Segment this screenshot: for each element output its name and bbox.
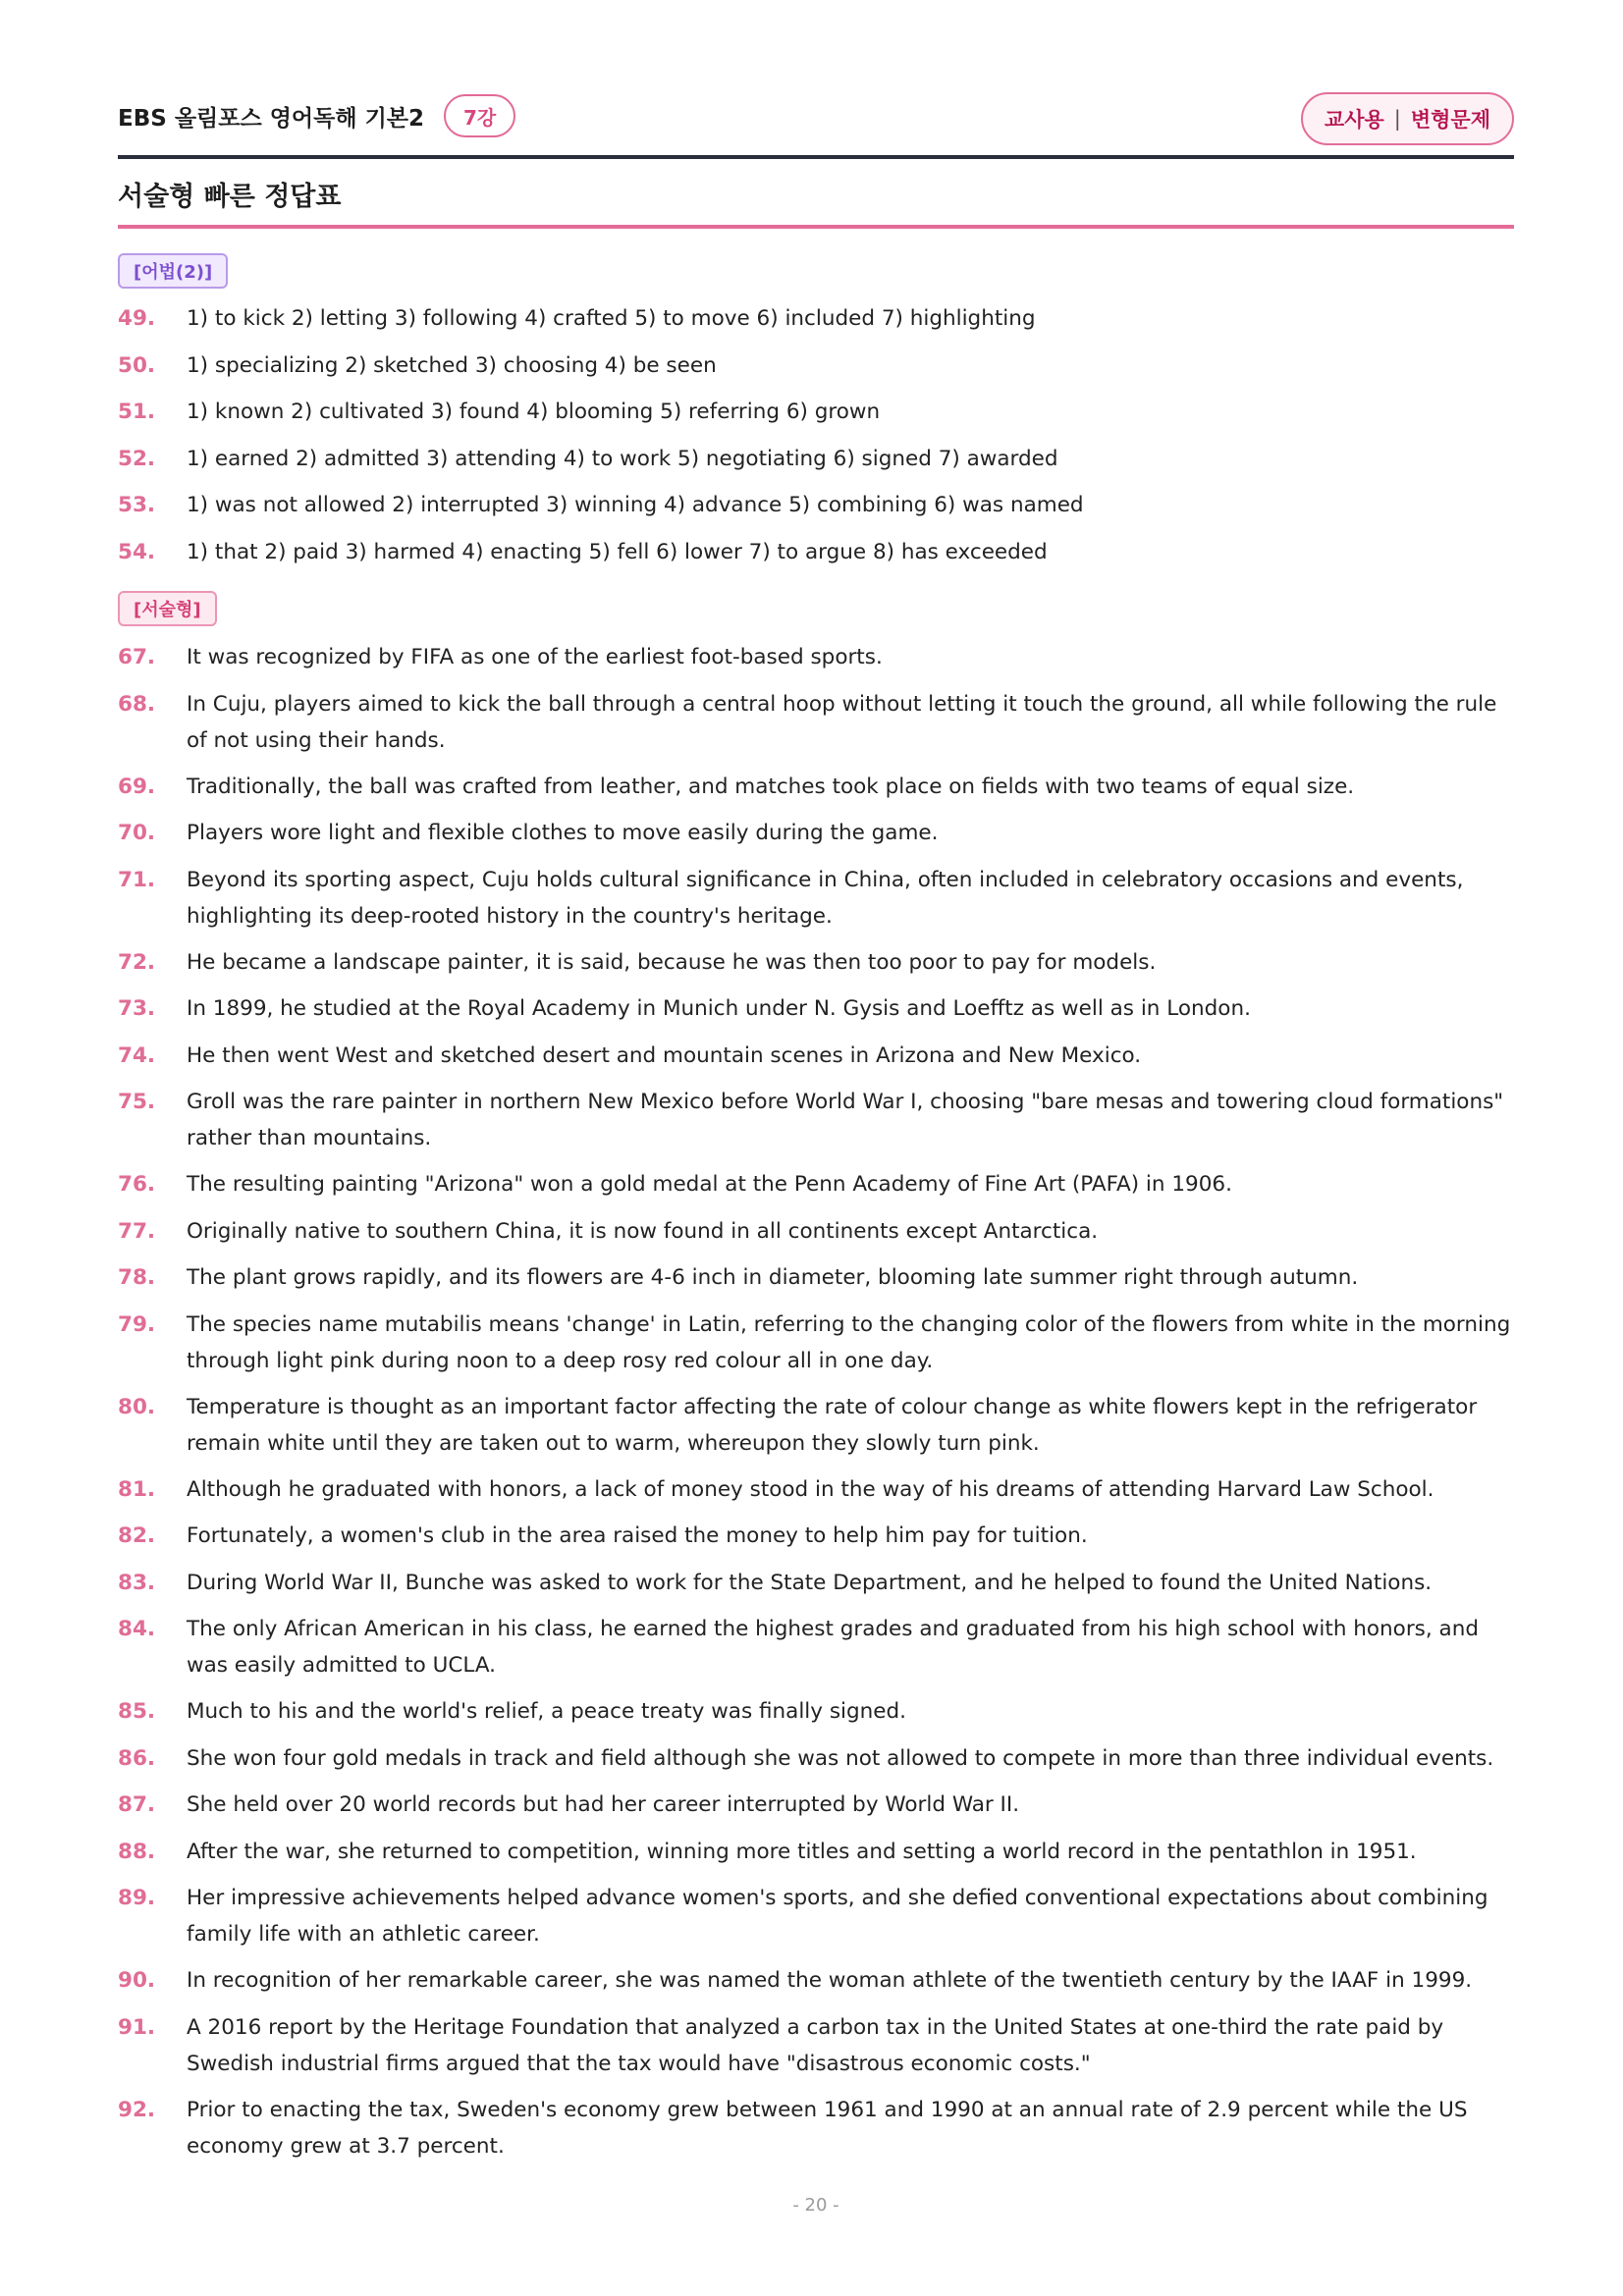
answer-text: The species name mutabilis means 'change' in Latin, referring to the changing color of the flowers from white in the morning through light pink during noon to a deep rosy red colour all in one day. [187, 1311, 1511, 1373]
answer-text: Her impressive achievements helped advance women's sports, and she defied conventional expectations about combining family life with an athletic career. [187, 1886, 1488, 1947]
answer-number: 74. [118, 1042, 156, 1068]
answer-item [118, 1213, 1514, 1250]
answer-text: He then went West and sketched desert and mountain scenes in Arizona and New Mexico. [187, 1042, 1142, 1068]
answer-text: Players wore light and flexible clothes to move easily during the game. [187, 821, 939, 845]
answer-item [118, 1565, 1514, 1601]
answer-number: 87. [118, 1792, 156, 1817]
answer-text: In recognition of her remarkable career, she was named the woman athlete of the twentieth century by the IAAF in 1999. [187, 1968, 1473, 1993]
answer-text: A 2016 report by the Heritage Foundation that analyzed a carbon tax in the United States at one-third the rate paid by Swedish industrial firms argued that the tax would have "disastrous economic costs." [187, 2014, 1444, 2076]
answer-item [118, 1038, 1514, 1074]
answer-text: 1) specializing 2) sketched 3) choosing 4) be seen [187, 352, 717, 378]
answer-number: 91. [118, 2014, 156, 2040]
answer-text: Traditionally, the ball was crafted from leather, and matches took place on fields with two teams of equal size. [187, 774, 1355, 799]
answer-number: 76. [118, 1172, 156, 1197]
answer-number: 67. [118, 645, 156, 669]
answer-number: 88. [118, 1839, 156, 1864]
answer-text: Groll was the rare painter in northern New Mexico before World War I, choosing "bare mesas and towering cloud formations" rather than mountains. [187, 1090, 1504, 1150]
answer-number: 75. [118, 1090, 156, 1114]
answer-item [118, 815, 1514, 851]
answer-text: In Cuju, players aimed to kick the ball through a central hoop without letting it touch the ground, all while following the rule of not using their hands. [187, 691, 1497, 753]
answer-text: 1) that 2) paid 3) harmed 4) enacting 5) fell 6) lower 7) to argue 8) has exceeded [187, 539, 1048, 564]
answer-item [118, 1259, 1514, 1296]
answer-text: In 1899, he studied at the Royal Academy in Munich under N. Gysis and Loefftz as well as in London. [187, 996, 1251, 1021]
answer-number: 52. [118, 446, 156, 471]
document-type-badge [1301, 92, 1514, 145]
answer-item [118, 487, 1514, 523]
header-divider [118, 155, 1514, 159]
answer-number: 53. [118, 493, 156, 517]
answer-item [118, 769, 1514, 805]
answer-item [118, 1834, 1514, 1870]
answer-number: 51. [118, 400, 156, 424]
answer-number: 81. [118, 1476, 156, 1502]
answer-item [118, 944, 1514, 981]
answer-text: During World War II, Bunche was asked to work for the State Department, and he helped to found the United Nations. [187, 1570, 1433, 1595]
page-number: - 20 - [792, 2195, 839, 2216]
answer-number: 84. [118, 1617, 156, 1641]
lesson-badge: 7강 [444, 94, 515, 137]
answer-item [118, 300, 1514, 337]
badge-separator: | [1393, 107, 1401, 131]
answer-number: 85. [118, 1699, 156, 1724]
answer-number: 86. [118, 1745, 156, 1771]
answer-item [118, 534, 1514, 570]
answer-number: 72. [118, 949, 156, 975]
answer-text: Temperature is thought as an important factor affecting the rate of colour change as white flowers kept in the refrigerator remain white until they are taken out to warm, whereupon they slowly turn pink. [187, 1394, 1478, 1456]
doc-type-label: 변형문제 [1410, 108, 1490, 132]
answer-item [118, 2092, 1514, 2164]
answer-text: The plant grows rapidly, and its flowers are 4-6 inch in diameter, blooming late summer right through autumn. [187, 1265, 1359, 1290]
answer-number: 73. [118, 996, 156, 1021]
answer-text: 1) was not allowed 2) interrupted 3) winning 4) advance 5) combining 6) was named [187, 493, 1084, 517]
answer-number: 54. [118, 539, 156, 564]
answer-text: The resulting painting "Arizona" won a gold medal at the Penn Academy of Fine Art (PAFA) in 1906. [187, 1172, 1232, 1197]
answer-text: Although he graduated with honors, a lack of money stood in the way of his dreams of attending Harvard Law School. [187, 1476, 1434, 1502]
answer-item [118, 639, 1514, 675]
answer-item [118, 2009, 1514, 2082]
answer-text: Beyond its sporting aspect, Cuju holds cultural significance in China, often included in celebratory occasions and events, highlighting its deep-rooted history in the country's heritage. [187, 867, 1464, 929]
answer-text: 1) to kick 2) letting 3) following 4) crafted 5) to move 6) included 7) highlighting [187, 306, 1036, 331]
answer-item [118, 1518, 1514, 1554]
answer-item [118, 990, 1514, 1027]
answer-text: It was recognized by FIFA as one of the earliest foot-based sports. [187, 645, 883, 669]
answer-number: 68. [118, 691, 156, 717]
answer-item [118, 347, 1514, 384]
section-divider [118, 225, 1514, 229]
answer-number: 71. [118, 867, 156, 892]
book-title: EBS 올림포스 영어독해 기본2 [118, 105, 425, 132]
answer-number: 83. [118, 1570, 156, 1595]
answer-number: 70. [118, 821, 156, 845]
answer-number: 89. [118, 1886, 156, 1910]
answer-item [118, 1787, 1514, 1823]
answer-text: The only African American in his class, he earned the highest grades and graduated from his high school with honors, and was easily admitted to UCLA. [187, 1617, 1479, 1678]
answer-page [118, 0, 1514, 2296]
answer-number: 78. [118, 1265, 156, 1290]
answer-item [118, 1962, 1514, 1999]
answer-item [118, 1880, 1514, 1952]
answer-text: She held over 20 world records but had her career interrupted by World War II. [187, 1792, 1020, 1817]
answer-text: After the war, she returned to competition, winning more titles and setting a world record in the pentathlon in 1951. [187, 1839, 1417, 1864]
answer-item [118, 1389, 1514, 1462]
answer-text: Prior to enacting the tax, Sweden's economy grew between 1961 and 1990 at an annual rate of 2.9 percent while the US economy grew at 3.7 percent. [187, 2097, 1468, 2159]
answer-text: Fortunately, a women's club in the area raised the money to help him pay for tuition. [187, 1523, 1088, 1548]
answer-item [118, 1471, 1514, 1508]
answer-text: Originally native to southern China, it is now found in all continents except Antarctica. [187, 1218, 1099, 1244]
answer-item [118, 1166, 1514, 1202]
answer-number: 77. [118, 1218, 156, 1244]
answer-number: 80. [118, 1394, 156, 1419]
answer-number: 69. [118, 774, 156, 799]
answer-number: 49. [118, 306, 156, 331]
answer-text: He became a landscape painter, it is said, because he was then too poor to pay for models. [187, 949, 1157, 975]
answer-item [118, 1611, 1514, 1683]
answer-number: 90. [118, 1968, 156, 1993]
answer-text: She won four gold medals in track and field although she was not allowed to compete in more than three individual events. [187, 1745, 1494, 1771]
answer-number: 79. [118, 1311, 156, 1337]
answer-item [118, 686, 1514, 759]
answer-item [118, 862, 1514, 934]
answer-text: Much to his and the world's relief, a peace treaty was finally signed. [187, 1699, 906, 1724]
audience-label: 교사용 [1324, 108, 1384, 132]
answer-text: 1) known 2) cultivated 3) found 4) blooming 5) referring 6) grown [187, 400, 881, 424]
answer-item [118, 1740, 1514, 1777]
header-left [118, 94, 515, 137]
section-title: 서술형 빠른 정답표 [118, 182, 342, 212]
answer-number: 82. [118, 1523, 156, 1548]
answer-item [118, 1307, 1514, 1379]
answer-number: 92. [118, 2097, 156, 2122]
answer-text: 1) earned 2) admitted 3) attending 4) to work 5) negotiating 6) signed 7) awarded [187, 446, 1058, 471]
grammar-tag: [어법(2)] [118, 253, 228, 289]
essay-tag: [서술형] [118, 591, 217, 626]
answer-item [118, 1693, 1514, 1730]
answer-item [118, 1084, 1514, 1156]
answer-item [118, 441, 1514, 477]
answer-number: 50. [118, 352, 156, 378]
answer-item [118, 394, 1514, 430]
